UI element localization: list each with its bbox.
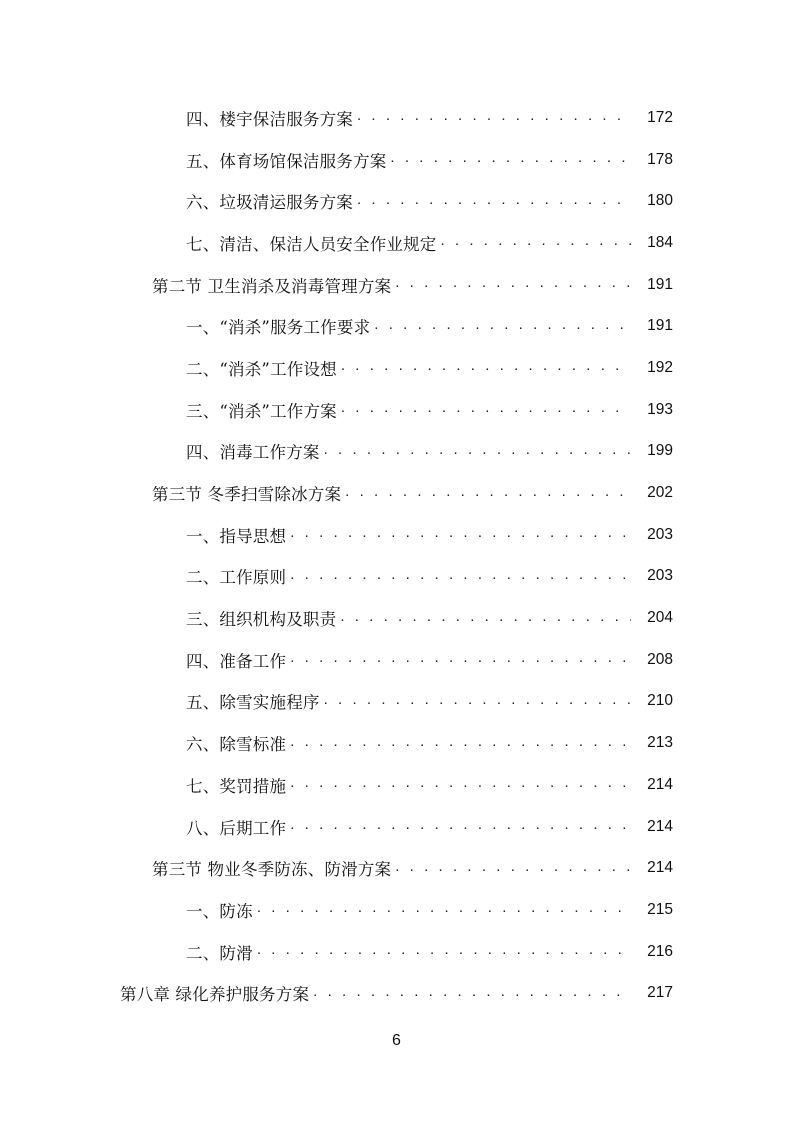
toc-entry-title: 第八章 绿化养护服务方案 [120,985,310,1005]
toc-entry[interactable] [0,597,793,639]
toc-entry-page-number: 210 [647,692,673,710]
toc-entry[interactable] [0,472,793,514]
toc-entry[interactable] [0,764,793,806]
toc-entry[interactable] [0,264,793,306]
toc-entry-title: 二、工作原则 [186,568,287,588]
toc-entry-page-number: 203 [647,567,673,585]
dot-leader [345,483,631,500]
toc-entry[interactable] [0,514,793,556]
toc-entry-page-number: 214 [647,817,673,835]
toc-entry-title: 第三节 冬季扫雪除冰方案 [152,485,342,505]
toc-entry[interactable] [0,139,793,181]
dot-leader [290,733,631,750]
toc-entry[interactable] [0,806,793,848]
toc-entry-title: 一、防冻 [186,901,253,921]
dot-leader [290,524,631,541]
dot-leader [324,691,631,708]
dot-leader [257,941,631,958]
toc-entry-page-number: 191 [647,275,673,293]
toc-entry-title: 五、除雪实施程序 [186,693,320,713]
dot-leader [341,399,631,416]
toc-entry-page-number: 191 [647,317,673,335]
toc-entry-page-number: 192 [647,358,673,376]
toc-entry-title: 八、后期工作 [186,818,287,838]
toc-entry-page-number: 199 [647,442,673,460]
dot-leader [257,899,631,916]
dot-leader [341,357,631,374]
toc-entry-page-number: 215 [647,900,673,918]
dot-leader [340,608,631,625]
toc-entry-page-number: 214 [647,859,673,877]
toc-entry[interactable] [0,180,793,222]
toc-entry-title: 四、消毒工作方案 [186,443,320,463]
toc-entry-title: 二、防滑 [186,943,253,963]
toc-entry-page-number: 208 [647,650,673,668]
toc-entry-title: 一、“消杀”服务工作要求 [186,318,371,338]
toc-entry-title: 六、垃圾清运服务方案 [186,193,353,213]
toc-entry-page-number: 193 [647,400,673,418]
toc-entry[interactable] [0,972,793,1014]
dot-leader [395,858,631,875]
toc-entry[interactable] [0,305,793,347]
dot-leader [374,316,631,333]
toc-entry-title: 六、除雪标准 [186,735,287,755]
toc-entry-title: 七、清洁、保洁人员安全作业规定 [186,234,437,254]
toc-entry-title: 第二节 卫生消杀及消毒管理方案 [152,276,392,296]
toc-entry-page-number: 180 [647,192,673,210]
toc-entry-title: 三、“消杀”工作方案 [186,401,337,421]
toc-entry-title: 一、指导思想 [186,526,287,546]
table-of-contents [0,97,793,1014]
dot-leader [395,274,631,291]
toc-entry-page-number: 184 [647,233,673,251]
dot-leader [290,566,631,583]
toc-entry-page-number: 202 [647,484,673,502]
toc-entry-page-number: 214 [647,775,673,793]
toc-entry[interactable] [0,222,793,264]
toc-entry-page-number: 217 [647,984,673,1002]
toc-entry[interactable] [0,431,793,473]
toc-entry[interactable] [0,556,793,598]
toc-entry-page-number: 178 [647,150,673,168]
toc-entry-page-number: 216 [647,942,673,960]
toc-entry-page-number: 204 [647,609,673,627]
toc-entry[interactable] [0,847,793,889]
toc-entry[interactable] [0,931,793,973]
toc-entry-title: 四、准备工作 [186,651,287,671]
dot-leader [324,441,631,458]
dot-leader [390,149,631,166]
toc-entry-title: 三、组织机构及职责 [186,610,337,630]
toc-entry[interactable] [0,681,793,723]
dot-leader [357,191,631,208]
toc-entry[interactable] [0,889,793,931]
toc-entry-title: 五、体育场馆保洁服务方案 [186,151,387,171]
toc-entry-title: 四、楼宇保洁服务方案 [186,109,353,129]
toc-entry-title: 二、“消杀”工作设想 [186,359,337,379]
toc-entry-page-number: 172 [647,108,673,126]
toc-entry-title: 七、奖罚措施 [186,776,287,796]
dot-leader [290,649,631,666]
toc-entry[interactable] [0,347,793,389]
page-number: 6 [392,1032,401,1049]
toc-entry[interactable] [0,639,793,681]
dot-leader [441,232,632,249]
dot-leader [313,983,631,1000]
dot-leader [290,816,631,833]
toc-entry-page-number: 203 [647,525,673,543]
dot-leader [290,774,631,791]
toc-entry[interactable] [0,389,793,431]
dot-leader [357,107,631,124]
toc-entry-title: 第三节 物业冬季防冻、防滑方案 [152,860,392,880]
toc-entry[interactable] [0,722,793,764]
toc-entry[interactable] [0,97,793,139]
toc-entry-page-number: 213 [647,734,673,752]
